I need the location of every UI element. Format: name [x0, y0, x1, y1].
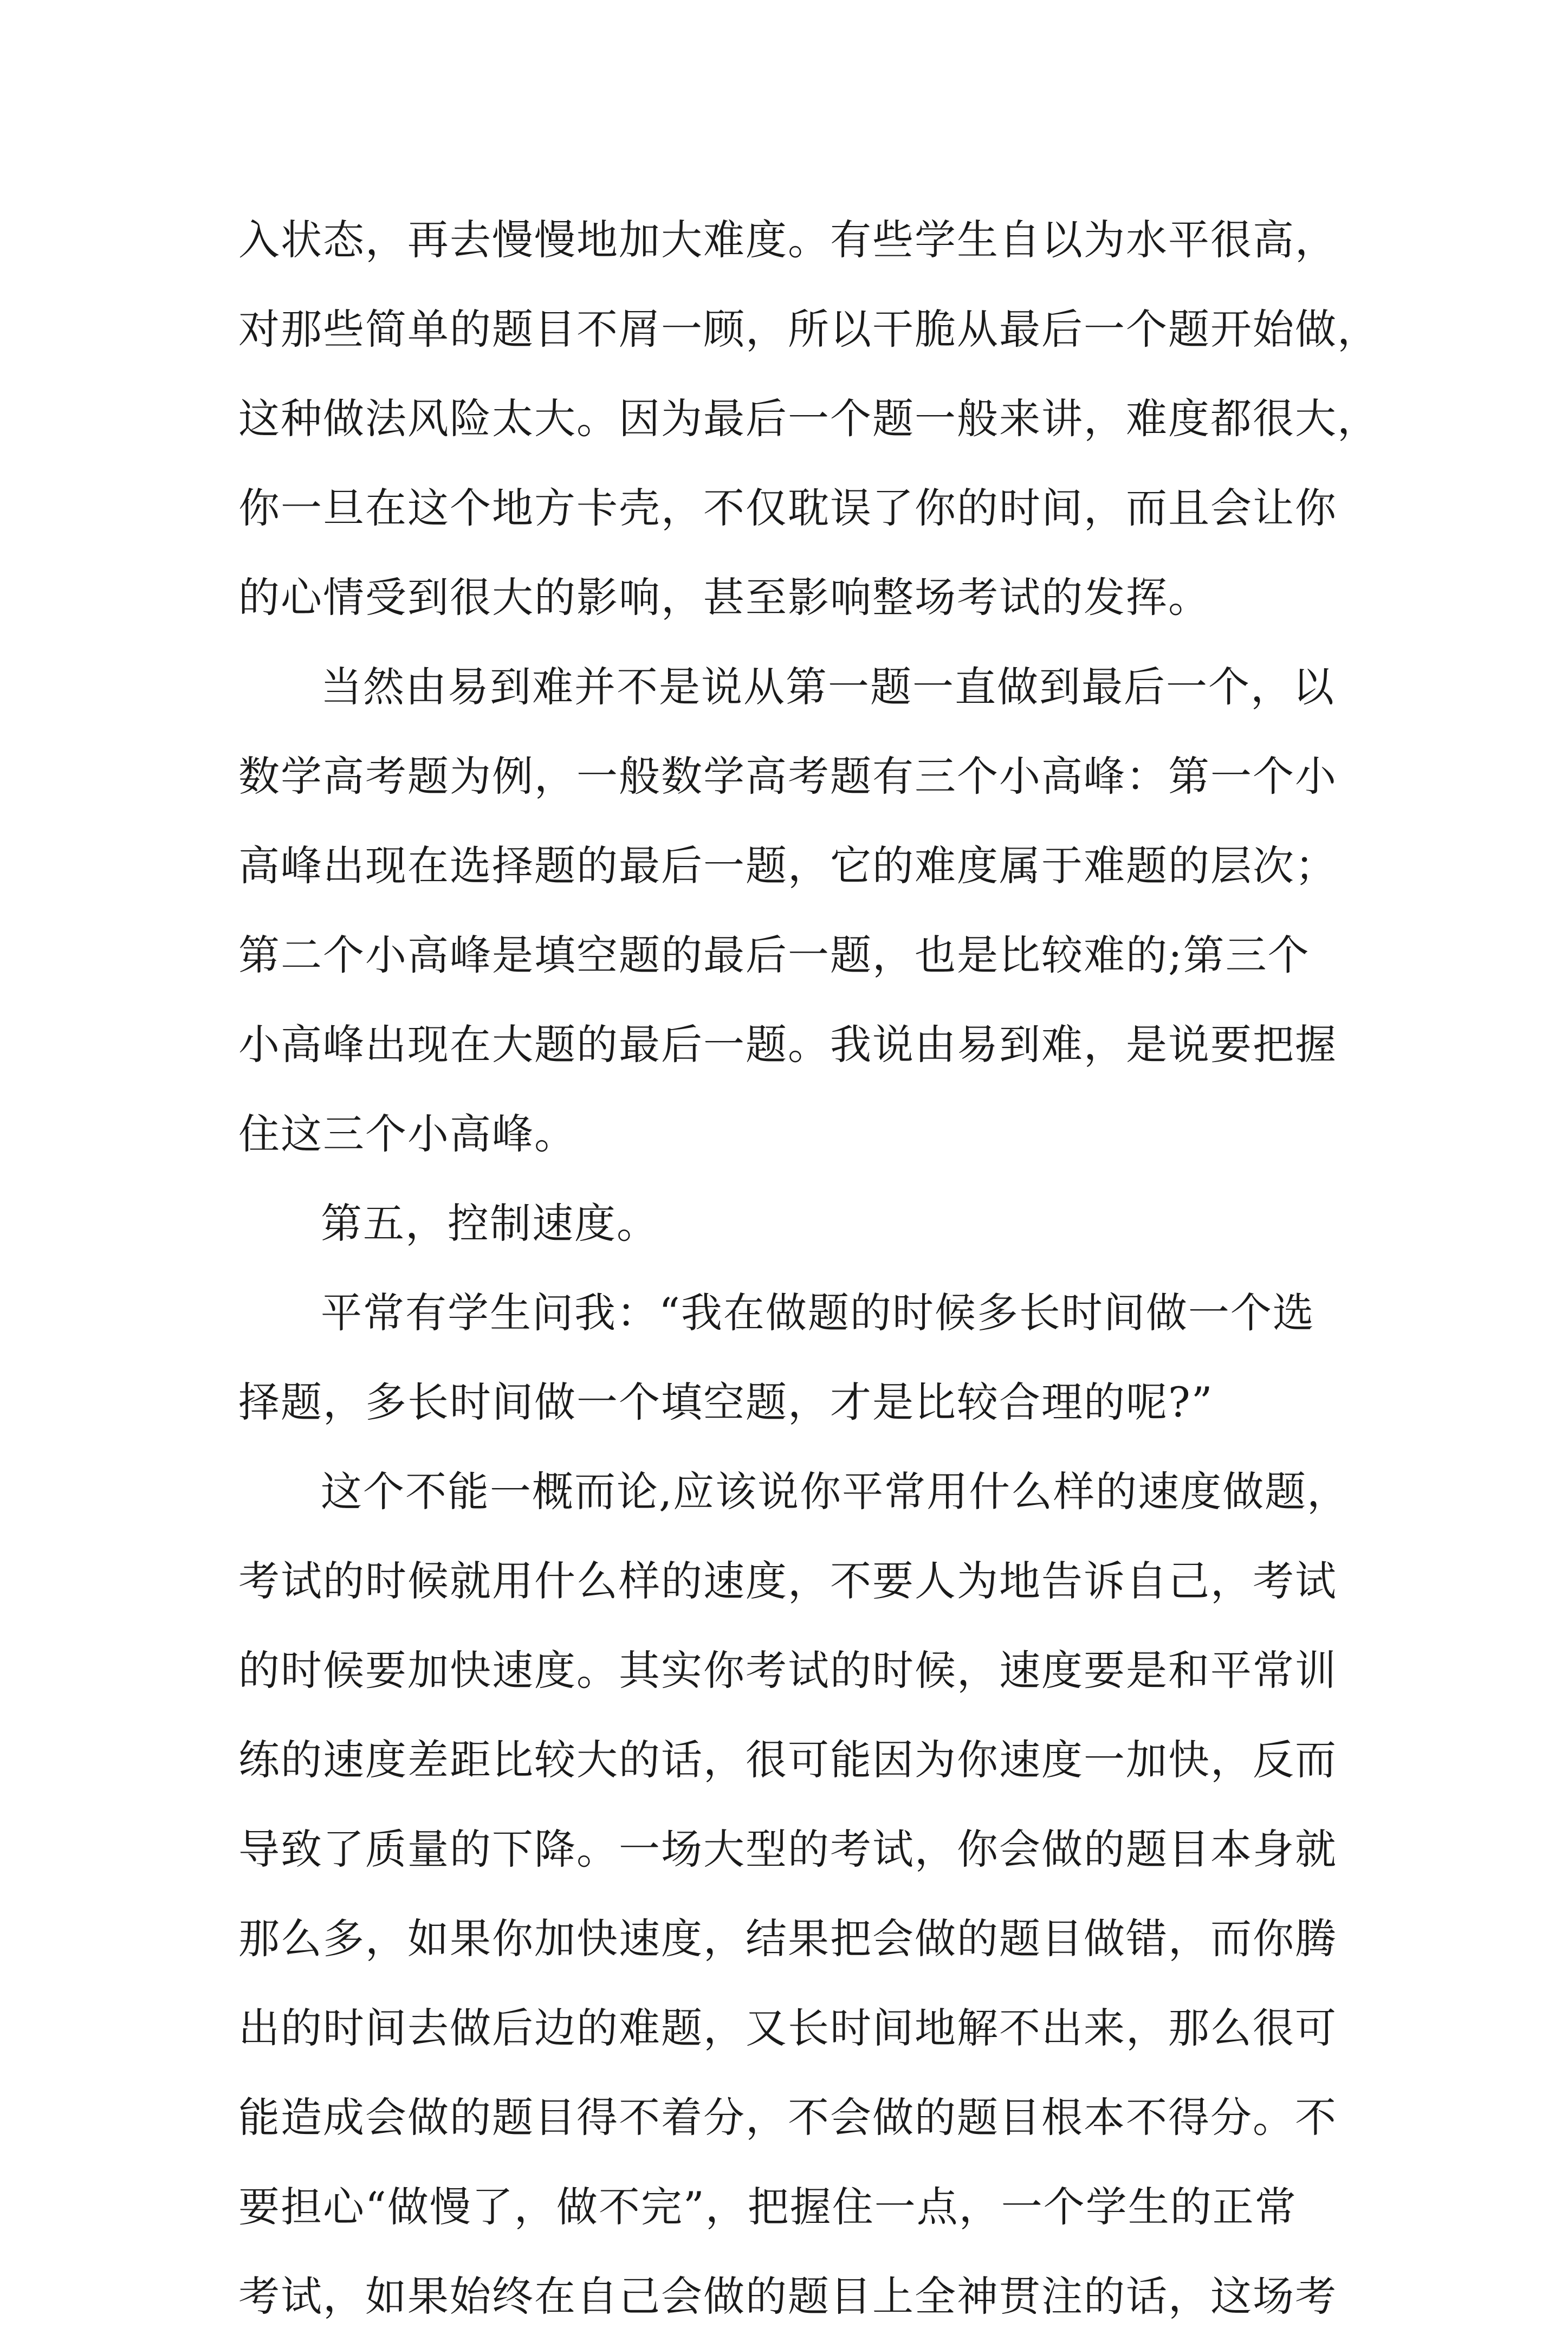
- text-line: 住这三个小高峰。: [238, 1110, 576, 1158]
- text-line: 考试的时候就用什么样的速度，不要人为地告诉自己，考试: [238, 1557, 1337, 1605]
- text-line: 的时候要加快速度。其实你考试的时候，速度要是和平常训: [238, 1646, 1337, 1695]
- text-line: 小高峰出现在大题的最后一题。我说由易到难，是说要把握: [238, 1020, 1337, 1069]
- text-line: 的心情受到很大的影响，甚至影响整场考试的发挥。: [238, 573, 1210, 622]
- text-line: 这个不能一概而论,应该说你平常用什么样的速度做题，: [321, 1467, 1350, 1516]
- text-line: 你一旦在这个地方卡壳，不仅耽误了你的时间，而且会让你: [238, 484, 1337, 532]
- text-line: 数学高考题为例，一般数学高考题有三个小高峰：第一个小: [238, 752, 1337, 800]
- text-line: 入状态，再去慢慢地加大难度。有些学生自以为水平很高，: [238, 216, 1337, 264]
- text-line: 高峰出现在选择题的最后一题，它的难度属于难题的层次；: [238, 842, 1337, 890]
- text-line: 练的速度差距比较大的话，很可能因为你速度一加快，反而: [238, 1736, 1337, 1784]
- text-line: 平常有学生问我：“我在做题的时候多长时间做一个选: [321, 1289, 1315, 1337]
- text-line: 第五，控制速度。: [321, 1199, 659, 1247]
- text-line: 第二个小高峰是填空题的最后一题，也是比较难的;第三个: [238, 931, 1310, 979]
- text-line: 择题，多长时间做一个填空题，才是比较合理的呢?”: [238, 1378, 1214, 1426]
- text-line: 能造成会做的题目得不着分，不会做的题目根本不得分。不: [238, 2093, 1337, 2142]
- text-line: 这种做法风险太大。因为最后一个题一般来讲，难度都很大，: [238, 395, 1379, 443]
- text-line: 要担心“做慢了，做不完”，把握住一点，一个学生的正常: [238, 2183, 1297, 2231]
- text-line: 出的时间去做后边的难题，又长时间地解不出来，那么很可: [238, 2004, 1337, 2052]
- text-line: 对那些简单的题目不屑一顾，所以干脆从最后一个题开始做，: [238, 305, 1379, 353]
- text-line: 导致了质量的下降。一场大型的考试，你会做的题目本身就: [238, 1825, 1337, 1873]
- body-text: [238, 195, 1379, 2341]
- text-line: 当然由易到难并不是说从第一题一直做到最后一个，以: [321, 663, 1335, 711]
- text-line: 考试，如果始终在自己会做的题目上全神贯注的话，这场考: [238, 2272, 1337, 2320]
- text-line: 那么多，如果你加快速度，结果把会做的题目做错，而你腾: [238, 1915, 1337, 1963]
